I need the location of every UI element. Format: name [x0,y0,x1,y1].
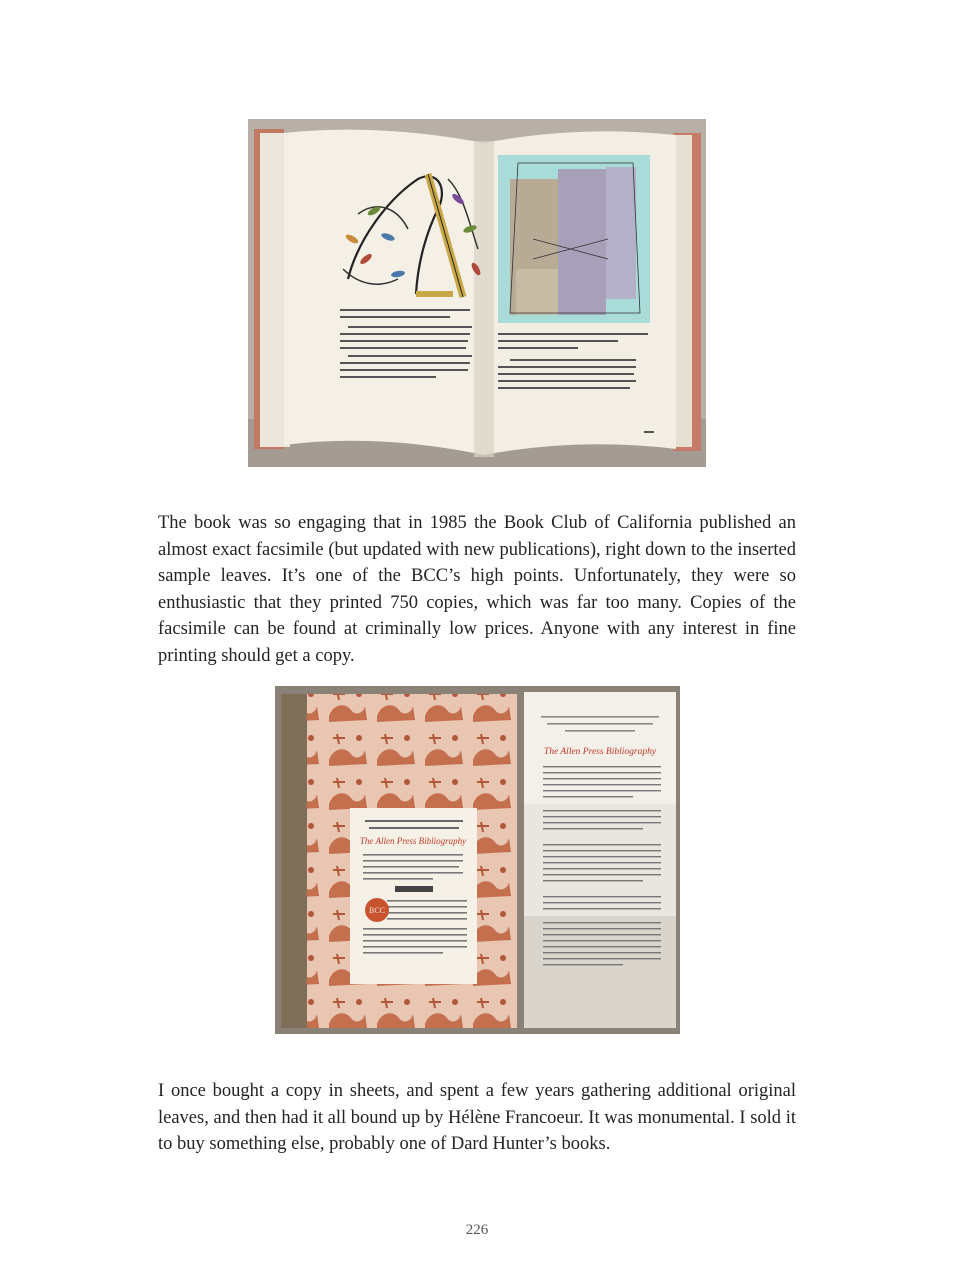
prospectus-card [350,808,477,984]
page-number: 226 [465,1222,489,1238]
folded-sheet-title: The Allen Press Bibliography [543,747,657,757]
cyan-plate [498,155,650,323]
prospectus-title: The Allen Press Bibliography [359,836,467,846]
facsimile-photo [275,686,680,1034]
facsimile-illustration [275,686,680,1034]
body-paragraph: I once bought a copy in sheets, and spent a few years gathering additional original leaves, and then had it all bound up by Hélène Francoeur. It was monumental. I sold it to buy something else, probably one of Dard Hunter’s books. [158,1081,796,1155]
bcc-seal [365,898,389,922]
body-paragraph: The book was so engaging that in 1985 the Book Club of California published an almost exact facsimile (but updated with new publications), right down to the inserted sample leaves. It’s one of the BCC’s high points. Unfortunately, they were so enthusiastic that they printed 750 copies, which was far too many. Copies of the facsimile can be found at criminally low prices. Anyone with any interest in fine printing should get a copy. [158,513,796,666]
svg-text:BCC: BCC [368,906,386,915]
open-book-illustration [248,119,706,467]
open-book-photo [248,119,706,467]
